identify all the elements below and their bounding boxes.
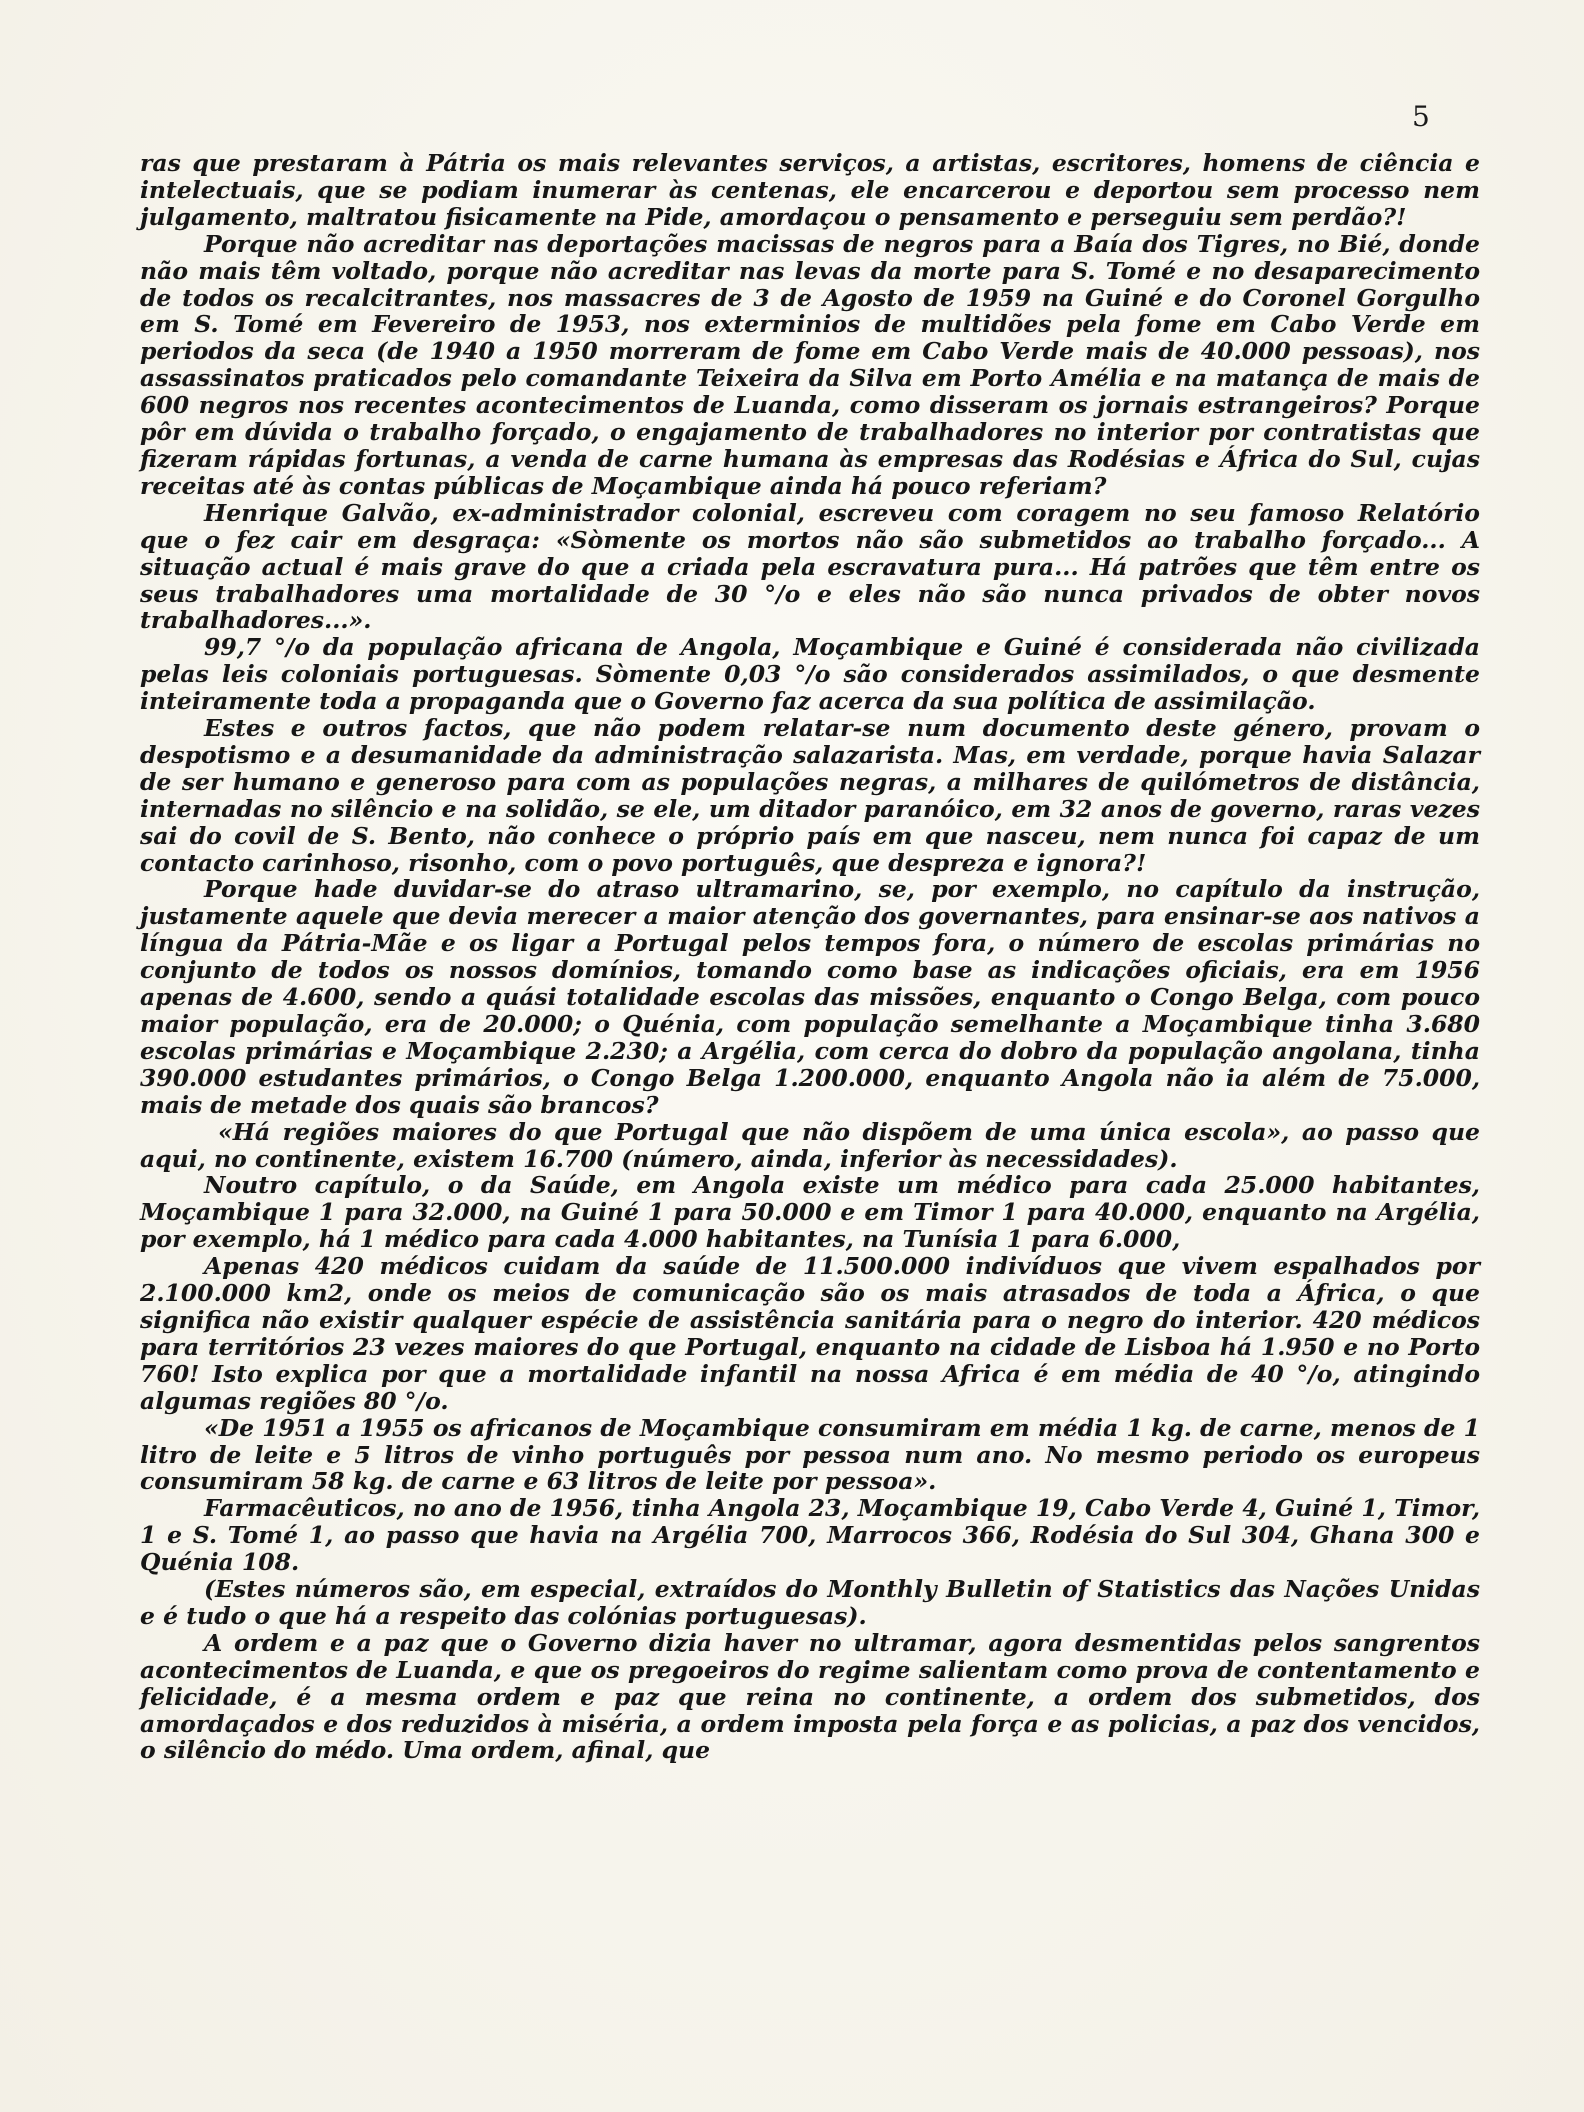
paragraph: Henrique Galvão, ex-administrador colonial, escreveu com coragem no seu famoso Relatório que o fez cair em desgraça: «Sòmente os mortos não são submetidos ao trabalho forçado... A situação actual é mais grave do que a criada pela escravatura pura... Há patrões que têm entre os seus trabalhadores uma mortalidade de 30 °/o e eles não são nunca privados de obter novos trabalhadores...». (140, 498, 1480, 635)
body-text (140, 150, 1480, 1764)
paragraph: ras que prestaram à Pátria os mais relevantes serviços, a artistas, escritores, homens de ciência e intelectuais, que se podiam inumerar às centenas, ele encarcerou e deportou sem processo nem julgamento, maltratou fisicamente na Pide, amordaçou o pensamento e perseguiu sem perdão?! (140, 149, 1480, 231)
paragraph: Porque não acreditar nas deportações macissas de negros para a Baía dos Tigres, no Bié, donde não mais têm voltado, porque não acreditar nas levas da morte para S. Tomé e no desaparecimento de todos os recalcitrantes, nos massacres de 3 de Agosto de 1959 na Guiné e do Coronel Gorgulho em S. Tomé em Fevereiro de 1953, nos exterminios de multidões pela fome em Cabo Verde em periodos da seca (de 1940 a 1950 morreram de fome em Cabo Verde mais de 40.000 pessoas), nos assassinatos praticados pelo comandante Teixeira da Silva em Porto Amélia e na matança de mais de 600 negros nos recentes acontecimentos de Luanda, como disseram os jornais estrangeiros? Porque pôr em dúvida o trabalho forçado, o engajamento de trabalhadores no interior por contratistas que fizeram rápidas fortunas, a venda de carne humana às empresas das Rodésias e África do Sul, cujas receitas até às contas públicas de Moçambique ainda há pouco referiam? (140, 229, 1480, 500)
paragraph: Apenas 420 médicos cuidam da saúde de 11.500.000 indivíduos que vivem espalhados por 2.100.000 km2, onde os meios de comunicação são os mais atrasados de toda a África, o que significa não existir qualquer espécie de assistência sanitária para o negro do interior. 420 médicos para territórios 23 vezes maiores do que Portugal, enquanto na cidade de Lisboa há 1.950 e no Porto 760! Isto explica por que a mortalidade infantil na nossa Africa é em média de 40 °/o, atingindo algumas regiões 80 °/o. (140, 1252, 1480, 1415)
paragraph: 99,7 °/o da população africana de Angola, Moçambique e Guiné é considerada não civilizada pelas leis coloniais portuguesas. Sòmente 0,03 °/o são considerados assimilados, o que desmente inteiramente toda a propaganda que o Governo faz acerca da sua política de assimilação. (140, 633, 1480, 716)
paragraph: Farmacêuticos, no ano de 1956, tinha Angola 23, Moçambique 19, Cabo Verde 4, Guiné 1, Timor, 1 e S. Tomé 1, ao passo que havia na Argélia 700, Marrocos 366, Rodésia do Sul 304, Ghana 300 e Quénia 108. (140, 1494, 1480, 1577)
paragraph: Porque hade duvidar-se do atraso ultramarino, se, por exemplo, no capítulo da instrução, justamente aquele que devia merecer a maior atenção dos governantes, para ensinar-se aos nativos a língua da Pátria-Mãe e os ligar a Portugal pelos tempos fora, o número de escolas primárias no conjunto de todos os nossos domínios, tomando como base as indicações oficiais, era em 1956 apenas de 4.600, sendo a quási totalidade escolas das missões, enquanto o Congo Belga, com pouco maior população, era de 20.000; o Quénia, com população semelhante a Moçambique tinha 3.680 escolas primárias e Moçambique 2.230; a Argélia, com cerca do dobro da população angolana, tinha 390.000 estudantes primários, o Congo Belga 1.200.000, enquanto Angola não ia além de 75.000, mais de metade dos quais são brancos? (140, 875, 1480, 1119)
paragraph: (Estes números são, em especial, extraídos do Monthly Bulletin of Statistics das Nações Unidas e é tudo o que há a respeito das colónias portuguesas). (140, 1575, 1480, 1630)
paragraph: «Há regiões maiores do que Portugal que não dispõem de uma única escola», ao passo que aqui, no continente, existem 16.700 (número, ainda, inferior às necessidades). (140, 1117, 1480, 1173)
page-number: 5 (1412, 100, 1430, 133)
paragraph: «De 1951 a 1955 os africanos de Moçambique consumiram em média 1 kg. de carne, menos de 1 litro de leite e 5 litros de vinho português por pessoa num ano. No mesmo periodo os europeus consumiram 58 kg. de carne e 63 litros de leite por pessoa». (140, 1413, 1480, 1496)
paragraph: A ordem e a paz que o Governo dizia haver no ultramar, agora desmentidas pelos sangrentos acontecimentos de Luanda, e que os pregoeiros do regime salientam como prova de contentamento e felicidade, é a mesma ordem e paz que reina no continente, a ordem dos submetidos, dos amordaçados e dos reduzidos à miséria, a ordem imposta pela força e as policias, a paz dos vencidos, o silêncio do médo. Uma ordem, afinal, que (140, 1628, 1480, 1765)
paragraph: Noutro capítulo, o da Saúde, em Angola existe um médico para cada 25.000 habitantes, Moçambique 1 para 32.000, na Guiné 1 para 50.000 e em Timor 1 para 40.000, enquanto na Argélia, por exemplo, há 1 médico para cada 4.000 habitantes, na Tunísia 1 para 6.000, (140, 1171, 1480, 1254)
paragraph: Estes e outros factos, que não podem relatar-se num documento deste género, provam o despotismo e a desumanidade da administração salazarista. Mas, em verdade, porque havia Salazar de ser humano e generoso para com as populações negras, a milhares de quilómetros de distância, internadas no silêncio e na solidão, se ele, um ditador paranóico, em 32 anos de governo, raras vezes sai do covil de S. Bento, não conhece o próprio país em que nasceu, nem nunca foi capaz de um contacto carinhoso, risonho, com o povo português, que despreza e ignora?! (140, 714, 1480, 877)
